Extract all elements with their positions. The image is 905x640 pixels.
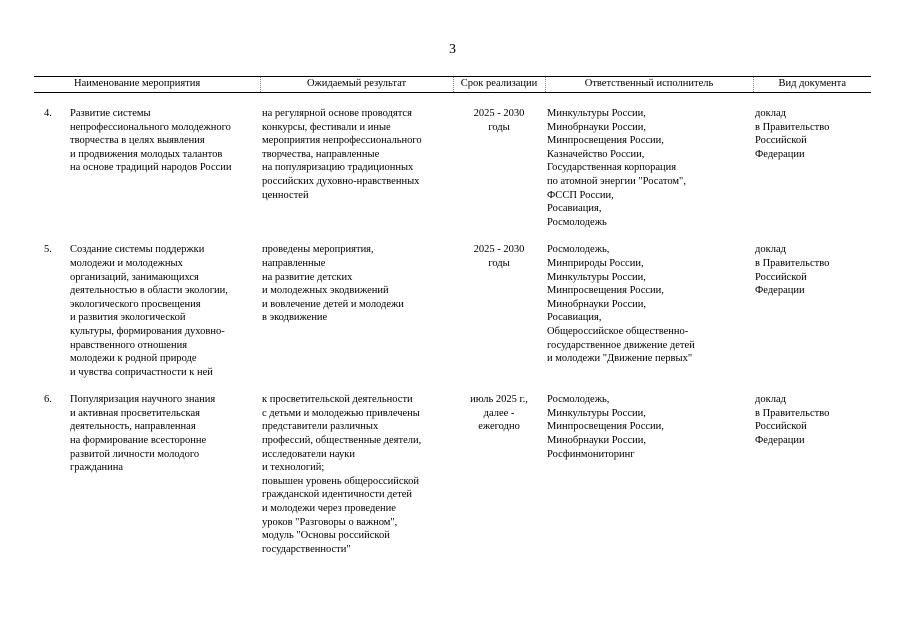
table-row [34,393,871,570]
document-type: доклад в Правительство Российской Федерации [755,394,830,447]
implementation-term: июль 2025 г., далее - ежегодно [470,394,528,433]
measure-name: Популяризация научного знания и активная просветительская деятельность, направленная на формирование всесторонне развитой личности молодого гражданина [70,394,216,474]
table-header-row [34,77,871,93]
expected-result: к просветительской деятельности с детьми и молодежью привлечены представители различных профессий, общественные деятели, исследователи науки и технологий; повышен уровень общероссийской гражданской идентичности детей и молодежи через проведение уроков "Разговоры о важном", модуль "Основы российской государственности" [262,394,422,555]
row-number: 4. [44,108,52,119]
measures-table [34,76,871,570]
header-name: Наименование мероприятия [34,77,260,93]
document-type: доклад в Правительство Российской Федерации [755,244,830,297]
row-number: 5. [44,244,52,256]
page-number: 3 [449,42,456,57]
header-executor: Ответственный исполнитель [545,77,753,93]
implementation-term: 2025 - 2030 годы [473,108,525,133]
implementation-term: 2025 - 2030 годы [473,244,525,269]
header-result: Ожидаемый результат [260,77,453,93]
responsible-executor: Росмолодежь, Минкультуры России, Минпросвещения России, Минобрнауки России, Росфинмониторинг [547,394,664,460]
responsible-executor: Росмолодежь, Минприроды России, Минкультуры России, Минпросвещения России, Минобрнауки России, Росавиация, Общероссийское общественно- государственное движение детей и молодежи "Движение первых" [547,244,695,365]
row-number: 6. [44,394,52,406]
measure-name: Развитие системы непрофессионального молодежного творчества в целях выявления и продвижения молодых талантов на основе традиций народов России [70,108,232,174]
responsible-executor: Минкультуры России, Минобрнауки России, Минпросвещения России, Казначейство России, Государственная корпорация по атомной энергии "Росатом", ФССП России, Росавиация, Росмолодежь [547,108,686,228]
measure-name: Создание системы поддержки молодежи и молодежных организаций, занимающихся деятельностью в области экологии, экологического просвещения и развития экологической культуры, формирования духовно- нравственного отношения молодежи к родной природе и чувства сопричастности к ней [70,244,228,378]
expected-result: проведены мероприятия, направленные на развитие детских и молодежных экодвижений и вовлечение детей и молодежи в экодвижение [262,244,404,324]
table-row [34,243,871,393]
header-term: Срок реализации [453,77,545,93]
expected-result: на регулярной основе проводятся конкурсы, фестивали и иные мероприятия непрофессионального творчества, направленные на популяризацию традиционных российских духовно-нравственных ценностей [262,108,422,201]
header-doc: Вид документа [753,77,871,93]
table-row [34,107,871,243]
document-type: доклад в Правительство Российской Федерации [755,108,830,160]
